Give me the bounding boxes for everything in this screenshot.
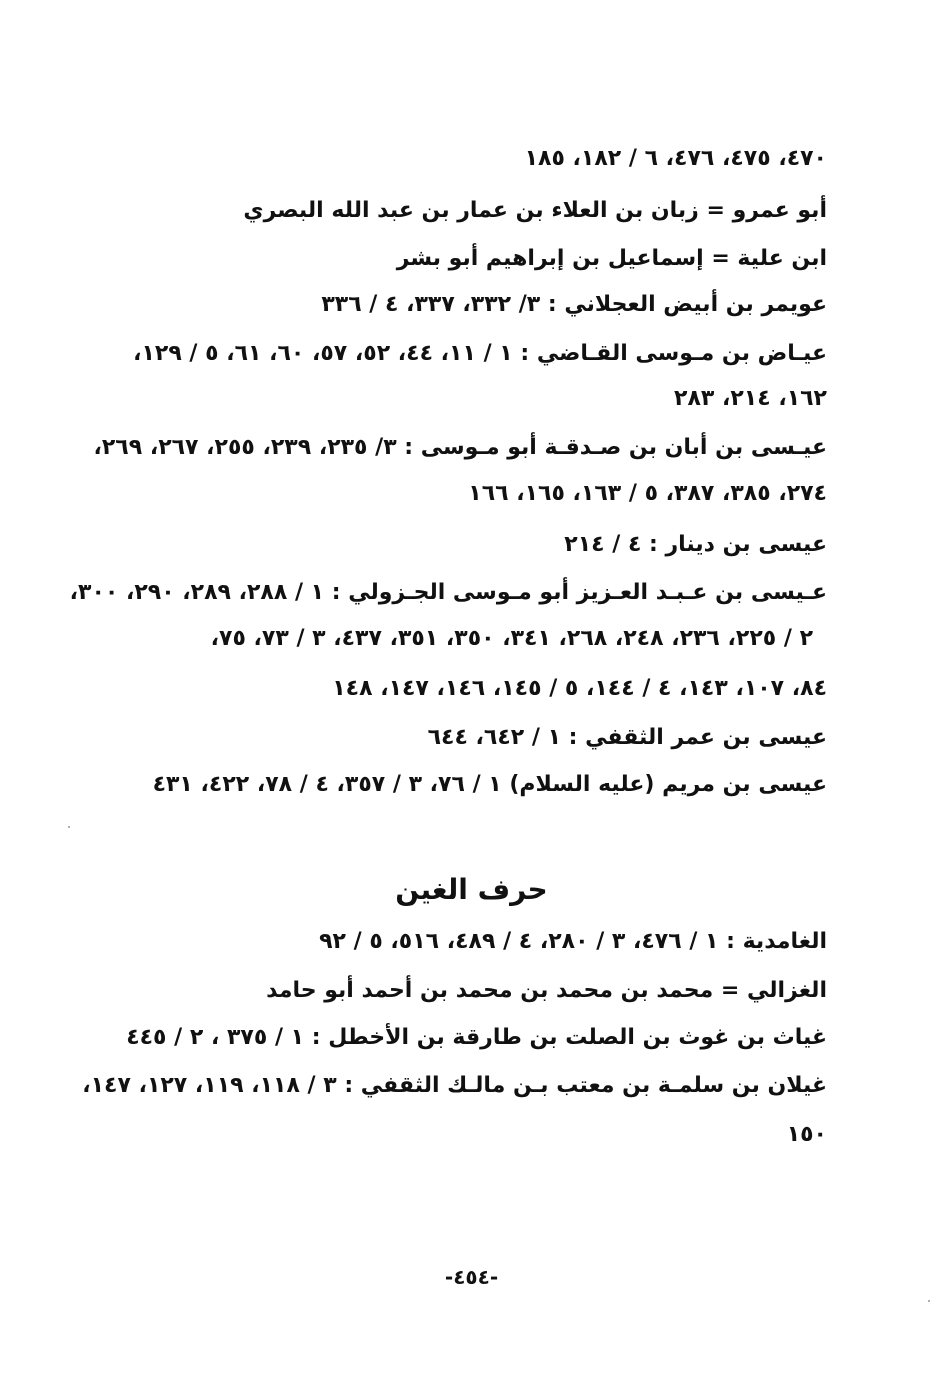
index-entry: الغامدية : ١ / ٤٧٦، ٣ / ٢٨٠، ٤ / ٤٨٩، ٥١٦، ٥ / ٩٢ (319, 929, 827, 954)
index-entry: غيلان بن سلمـة بن معتب بـن مالـك الثقفي : ٣ / ١١٨، ١١٩، ١٢٧، ١٤٧، (82, 1073, 827, 1098)
index-entry-continuation: ١٥٠ (786, 1122, 827, 1147)
scan-speck (928, 1300, 930, 1302)
index-entry-continuation: ٤٧٠، ٤٧٥، ٤٧٦، ٦ / ١٨٢، ١٨٥ (524, 146, 827, 171)
index-entry: عـيسى بن عـبـد العـزيز أبو مـوسى الجـزولي : ١ / ٢٨٨، ٢٨٩، ٢٩٠، ٣٠٠، (69, 580, 827, 605)
index-entry-continuation: ٢ / ٢٢٥، ٢٣٦، ٢٤٨، ٢٦٨، ٣٤١، ٣٥٠، ٣٥١، ٤٣٧، ٣ / ٧٣، ٧٥، (210, 626, 813, 651)
index-entry-continuation: ٨٤، ١٠٧، ١٤٣، ٤ / ١٤٤، ٥ / ١٤٥، ١٤٦، ١٤٧، ١٤٨ (332, 676, 827, 701)
index-entry-continuation: ٢٧٤، ٣٨٥، ٣٨٧، ٥ / ١٦٣، ١٦٥، ١٦٦ (468, 481, 827, 506)
section-heading: حرف الغين (395, 873, 548, 906)
index-entry: عيسى بن عمر الثقفي : ١ / ٦٤٢، ٦٤٤ (427, 725, 827, 750)
index-entry: أبو عمرو = زبان بن العلاء بن عمار بن عبد الله البصري (243, 198, 827, 223)
index-entry: ابن علية = إسماعيل بن إبراهيم أبو بشر (396, 246, 827, 271)
page-number: -٤٥٤- (444, 1265, 499, 1289)
scan-speck (68, 826, 70, 828)
index-entry: غياث بن غوث بن الصلت بن طارقة بن الأخطل : ١ / ٣٧٥ ، ٢ / ٤٤٥ (126, 1025, 827, 1050)
index-entry: عيـسى بن أبان بن صـدقـة أبو مـوسى : ٣/ ٢٣٥، ٢٣٩، ٢٥٥، ٢٦٧، ٢٦٩، (93, 435, 827, 460)
index-entry: عيـاض بن مـوسى القـاضي : ١ / ١١، ٤٤، ٥٢، ٥٧، ٦٠، ٦١، ٥ / ١٢٩، (133, 341, 827, 366)
index-entry: عيسى بن دينار : ٤ / ٢١٤ (564, 532, 827, 557)
index-entry: الغزالي = محمد بن محمد بن محمد بن أحمد أبو حامد (266, 978, 827, 1003)
index-entry: عيسى بن مريم (عليه السلام) ١ / ٧٦، ٣ / ٣٥٧، ٤ / ٧٨، ٤٢٢، ٤٣١ (152, 772, 827, 797)
index-entry-continuation: ١٦٢، ٢١٤، ٢٨٣ (674, 386, 827, 411)
index-entry: عويمر بن أبيض العجلاني : ٣/ ٣٣٢، ٣٣٧، ٤ / ٣٣٦ (321, 292, 827, 317)
